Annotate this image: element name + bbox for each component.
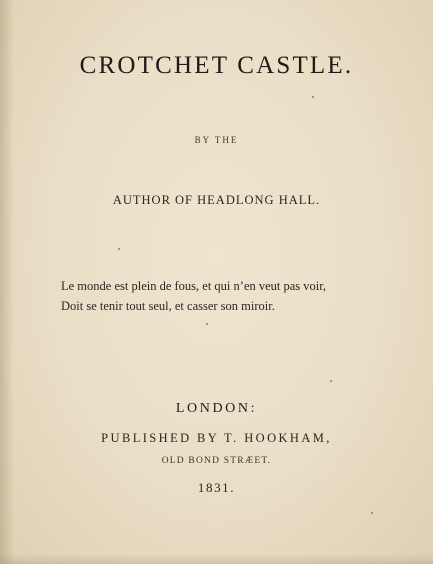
imprint-city: LONDON: — [175, 401, 258, 416]
epigraph-line-2: Doit se tenir tout seul, et casser son miroir. — [61, 299, 275, 313]
author-attribution: AUTHOR OF HEADLONG HALL. — [112, 193, 321, 207]
paper-speck — [330, 380, 332, 382]
imprint-publisher: PUBLISHED BY T. HOOKHAM, — [101, 431, 332, 445]
epigraph-line-1: Le monde est plein de fous, et qui n’en veut pas voir, — [61, 279, 327, 293]
paper-speck — [312, 96, 314, 98]
book-title: CROTCHET CASTLE. — [79, 52, 354, 79]
imprint-street: OLD BOND STRÆET. — [161, 456, 272, 466]
paper-speck — [371, 512, 373, 514]
imprint-year: 1831. — [197, 480, 236, 495]
paper-speck — [118, 248, 120, 250]
paper-speck — [206, 323, 208, 325]
byline: BY THE — [194, 135, 239, 145]
